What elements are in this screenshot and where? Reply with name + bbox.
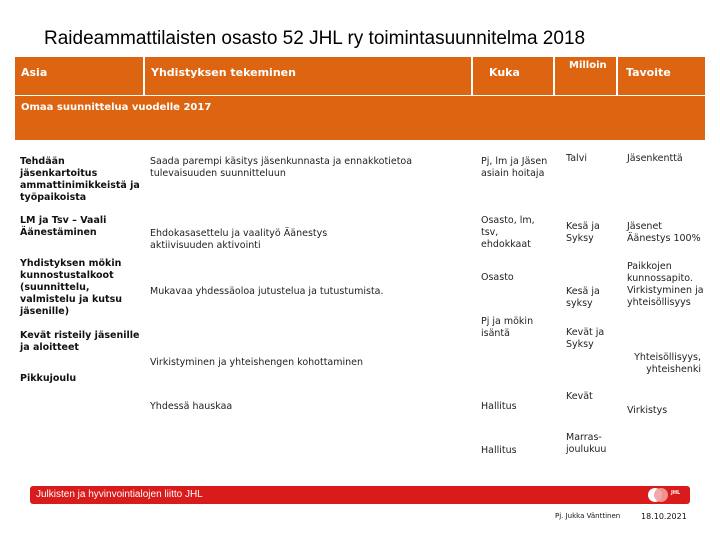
row-milloin: Talvi [566, 153, 587, 164]
jhl-logo-icon [646, 486, 672, 508]
column-divider [616, 57, 618, 95]
row-milloin: Marras-joulukuu [566, 432, 607, 455]
row-tavoite: Paikkojen kunnossapito. Virkistyminen ja yhteisöllisyys [627, 261, 704, 308]
row-asia: Pikkujoulu [20, 373, 77, 384]
row-kuka: Hallitus [481, 401, 517, 412]
column-divider [143, 57, 145, 95]
row-asia: Tehdään jäsenkartoitus ammattinimikkeistä ja työpaikoista [20, 156, 140, 203]
page-title: Raideammattilaisten osasto 52 JHL ry toimintasuunnitelma 2018 [44, 28, 586, 49]
row-tekeminen: Ehdokasasettelu ja vaalityö Äänestys aktiivisuuden aktivointi [150, 228, 328, 251]
header-tavoite: Tavoite [618, 57, 705, 95]
row-kuka: Pj, lm ja Jäsen asiain hoitaja [481, 156, 548, 179]
row-tavoite: Jäsenkenttä [627, 153, 683, 164]
footer-date: 18.10.2021 [641, 512, 687, 521]
row-tekeminen: Yhdessä hauskaa [150, 401, 233, 412]
section-header: Omaa suunnittelua vuodelle 2017 [15, 96, 705, 140]
row-asia: Yhdistyksen mökin kunnostustalkoot (suunnittelu, valmistelu ja kutsu jäsenille) [20, 258, 122, 317]
row-milloin: Kevät ja Syksy [566, 327, 605, 350]
page-number: 8 [698, 489, 705, 500]
logo-text: JHL [671, 490, 681, 496]
header-kuka: Kuka [473, 57, 553, 95]
row-kuka: Osasto, lm, tsv, ehdokkaat [481, 215, 535, 250]
row-asia: Kevät risteily jäsenille ja aloitteet [20, 330, 140, 353]
footer-org: Julkisten ja hyvinvointialojen liitto JHL [36, 489, 203, 500]
header-milloin: Milloin [555, 57, 616, 95]
row-tavoite: Virkistys [627, 405, 668, 416]
row-kuka: Pj ja mökin isäntä [481, 316, 534, 339]
row-tekeminen: Saada parempi käsitys jäsenkunnasta ja ennakkotietoa tulevaisuuden suunnitteluun [150, 156, 413, 179]
row-milloin: Kevät [566, 391, 593, 402]
row-milloin: Kesä ja syksy [566, 286, 600, 309]
row-milloin: Kesä ja Syksy [566, 221, 600, 244]
footer-author: Pj. Jukka Vänttinen [555, 512, 621, 520]
header-asia: Asia [15, 57, 143, 95]
row-tekeminen: Mukavaa yhdessäoloa jutustelua ja tutustumista. [150, 286, 384, 297]
row-tavoite: Jäsenet Äänestys 100% [627, 221, 701, 244]
row-kuka: Osasto [481, 272, 514, 283]
column-divider [471, 57, 473, 95]
row-asia: LM ja Tsv – Vaali Äänestäminen [20, 215, 107, 238]
header-yhdistyksen-tekeminen: Yhdistyksen tekeminen [145, 57, 471, 95]
row-tavoite: Yhteisöllisyys, yhteishenki [634, 352, 701, 375]
row-tekeminen: Virkistyminen ja yhteishengen kohottaminen [150, 357, 364, 368]
row-kuka: Hallitus [481, 445, 517, 456]
column-divider [553, 57, 555, 95]
